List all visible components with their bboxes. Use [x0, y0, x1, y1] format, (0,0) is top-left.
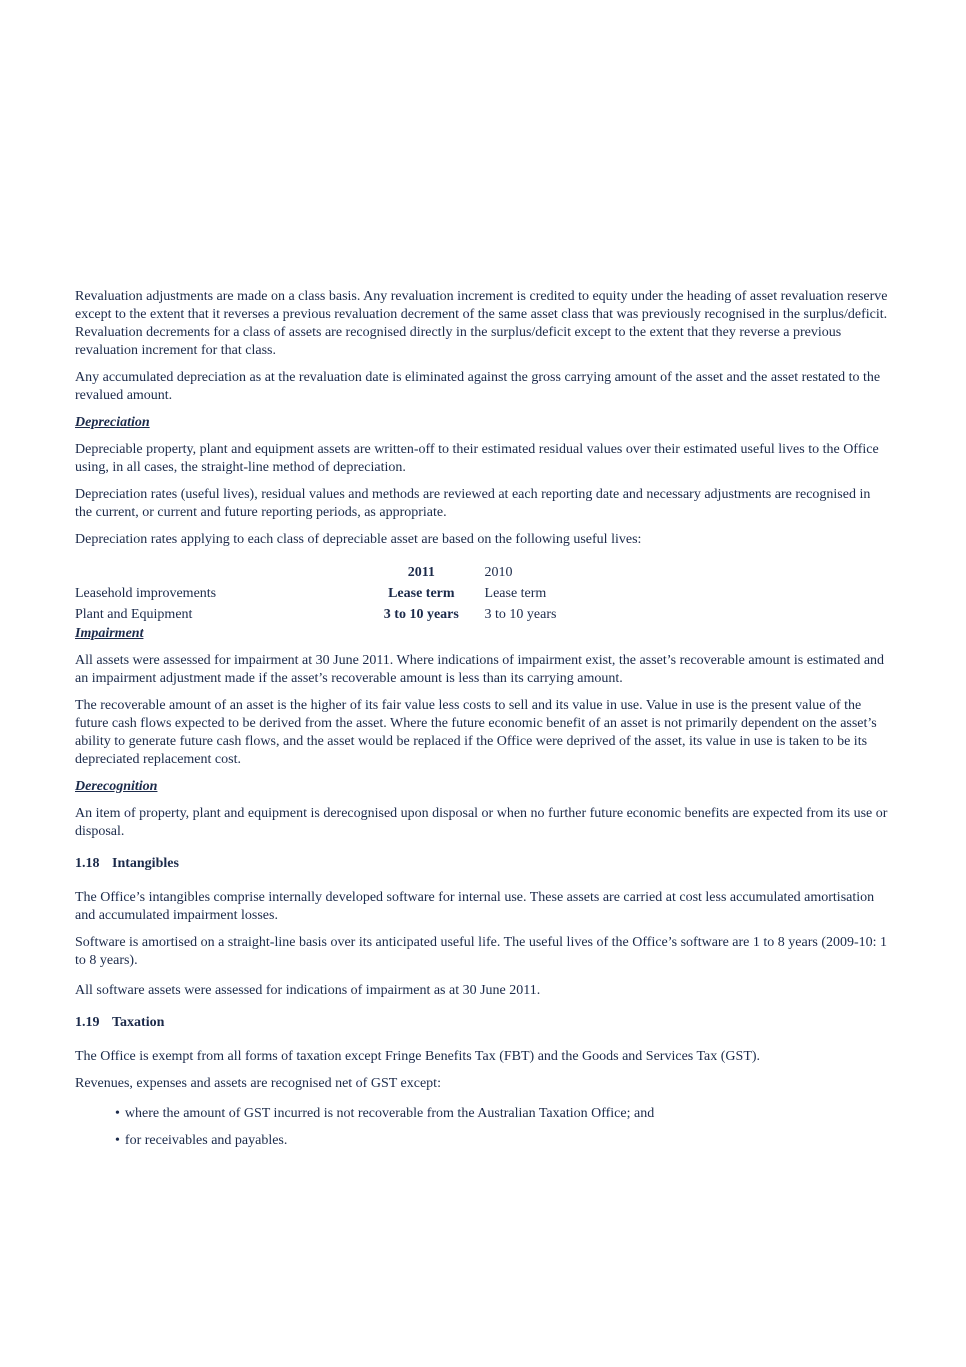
intangibles-paragraph-2: Software is amortised on a straight-line basis over its anticipated useful life. The useful lives of the Office’s software are 1 to 8 years (2009-10: 1 to 8 years).: [75, 935, 888, 968]
header-2011: 2011: [407, 564, 435, 580]
row-value-2011: 3 to 10 years: [383, 606, 459, 622]
taxation-paragraph-1: The Office is exempt from all forms of taxation except Fringe Benefits Tax (FBT) and the Goods and Services Tax (GST).: [75, 1049, 761, 1064]
section-title: Taxation: [112, 1015, 165, 1030]
list-item-text: for receivables and payables.: [124, 1133, 288, 1148]
depreciation-paragraph-2: Depreciation rates (useful lives), residual values and methods are reviewed at each reporting date and necessary adjustments are recognised in the current, or current and future reporting periods, as appropriate.: [75, 487, 871, 520]
section-number: 1.19: [75, 1015, 100, 1030]
document-page: [75, 288, 890, 1159]
intangibles-paragraph-1: The Office’s intangibles comprise internally developed software for internal use. These assets are carried at cost less accumulated amortisation and accumulated impairment losses.: [75, 890, 875, 923]
list-item: [115, 1132, 890, 1150]
list-item: [115, 1105, 890, 1123]
depreciation-paragraph-3: Depreciation rates applying to each class of depreciable asset are based on the following useful lives:: [75, 532, 642, 547]
intangibles-section-heading: [75, 855, 890, 873]
intangibles-paragraph-3: All software assets were assessed for indications of impairment as at 30 June 2011.: [75, 983, 541, 998]
derecognition-paragraph-1: An item of property, plant and equipment is derecognised upon disposal or when no further future economic benefits are expected from its use or disposal.: [75, 806, 888, 839]
impairment-paragraph-1: All assets were assessed for impairment at 30 June 2011. Where indications of impairment exist, the asset’s recoverable amount is estimated and an impairment adjustment made if the asset’s recoverable amount is less than its carrying amount.: [75, 653, 885, 686]
impairment-heading: Impairment: [75, 626, 144, 641]
revaluation-paragraph-2: Any accumulated depreciation as at the revaluation date is eliminated against the gross carrying amount of the asset and the asset restated to the revalued amount.: [75, 370, 881, 403]
derecognition-heading: Derecognition: [75, 779, 158, 794]
row-value-2011: Lease term: [388, 585, 455, 601]
section-number: 1.18: [75, 856, 100, 871]
taxation-section-heading: [75, 1014, 890, 1032]
row-label: Plant and Equipment: [75, 606, 193, 622]
table-row: [75, 583, 595, 604]
gst-exceptions-list: [75, 1105, 890, 1150]
taxation-paragraph-2: Revenues, expenses and assets are recognised net of GST except:: [75, 1076, 441, 1091]
row-value-2010: 3 to 10 years: [484, 606, 557, 622]
table-header-row: [75, 562, 595, 583]
impairment-paragraph-2: The recoverable amount of an asset is the higher of its fair value less costs to sell and its value in use. Value in use is the present value of the future cash flows expected to be derived from the asset. Where the future economic benefit of an asset is not primarily dependent on the asset’s ability to generate future cash flows, and the asset would be replaced if the Office were deprived of the asset, its value in use is taken to be its depreciated replacement cost.: [75, 698, 877, 767]
bullet: •: [115, 1133, 120, 1148]
revaluation-paragraph-1: Revaluation adjustments are made on a class basis. Any revaluation increment is credited to equity under the heading of asset revaluation reserve except to the extent that it reverses a previous revaluation decrement of the same asset class that was previously recognised in the surplus/deficit. Revaluation decrements for a class of assets are recognised directly in the surplus/deficit except to the extent that they reverse a previous revaluation increment for that class.: [75, 289, 888, 358]
section-title: Intangibles: [112, 856, 179, 871]
row-value-2010: Lease term: [484, 585, 547, 601]
row-label: Leasehold improvements: [75, 585, 217, 601]
header-2010: 2010: [484, 564, 513, 580]
depreciation-heading: Depreciation: [75, 415, 150, 430]
useful-lives-table: [75, 562, 595, 625]
bullet: •: [115, 1106, 120, 1121]
depreciation-paragraph-1: Depreciable property, plant and equipment assets are written-off to their estimated residual values over their estimated useful lives to the Office using, in all cases, the straight-line method of depreciation.: [75, 442, 879, 475]
list-item-text: where the amount of GST incurred is not recoverable from the Australian Taxation Office; and: [124, 1106, 655, 1121]
table-row: [75, 604, 595, 625]
